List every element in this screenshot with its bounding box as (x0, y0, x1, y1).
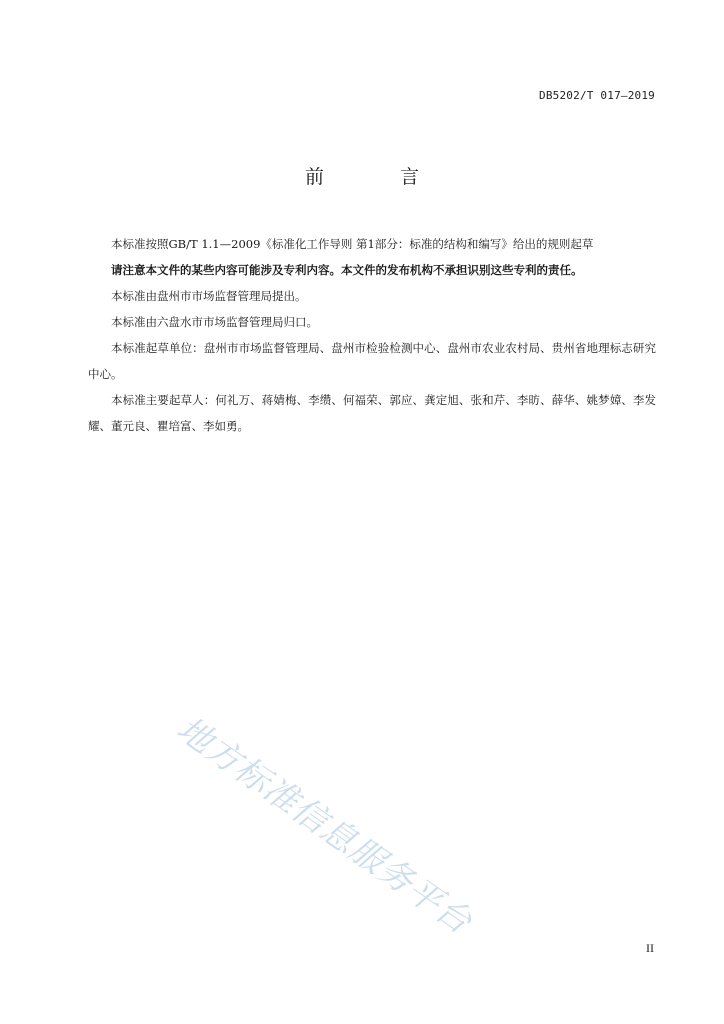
paragraph-patent-notice: 请注意本文件的某些内容可能涉及专利内容。本文件的发布机构不承担识别这些专利的责任。 (111, 263, 583, 277)
title-part-1: 前 (304, 166, 324, 188)
foreword-body (88, 231, 656, 439)
title-part-2: 言 (400, 166, 420, 188)
watermark: 地方标准信息服务平台 (169, 708, 480, 943)
paragraph-drafting-units: 本标准起草单位：盘州市市场监督管理局、盘州市检验检测中心、盘州市农业农村局、贵州省地理标志研究中心。 (88, 341, 656, 381)
paragraph-drafters: 本标准主要起草人：何礼万、蒋婧梅、李缵、何福荣、郭应、龚定旭、张和芹、李昉、薛华、姚梦嫜、李发耀、董元良、瞿培富、李如勇。 (88, 393, 656, 433)
paragraph-drafting-rules: 本标准按照GB/T 1.1—2009《标准化工作导则 第1部分：标准的结构和编写》给出的规则起草 (111, 237, 594, 251)
paragraph-administrator: 本标准由六盘水市市场监督管理局归口。 (111, 315, 318, 329)
document-code: DB5202/T 017—2019 (539, 89, 655, 102)
page-title (0, 162, 724, 189)
paragraph-proposer: 本标准由盘州市市场监督管理局提出。 (111, 289, 307, 303)
page-number: II (646, 941, 654, 955)
